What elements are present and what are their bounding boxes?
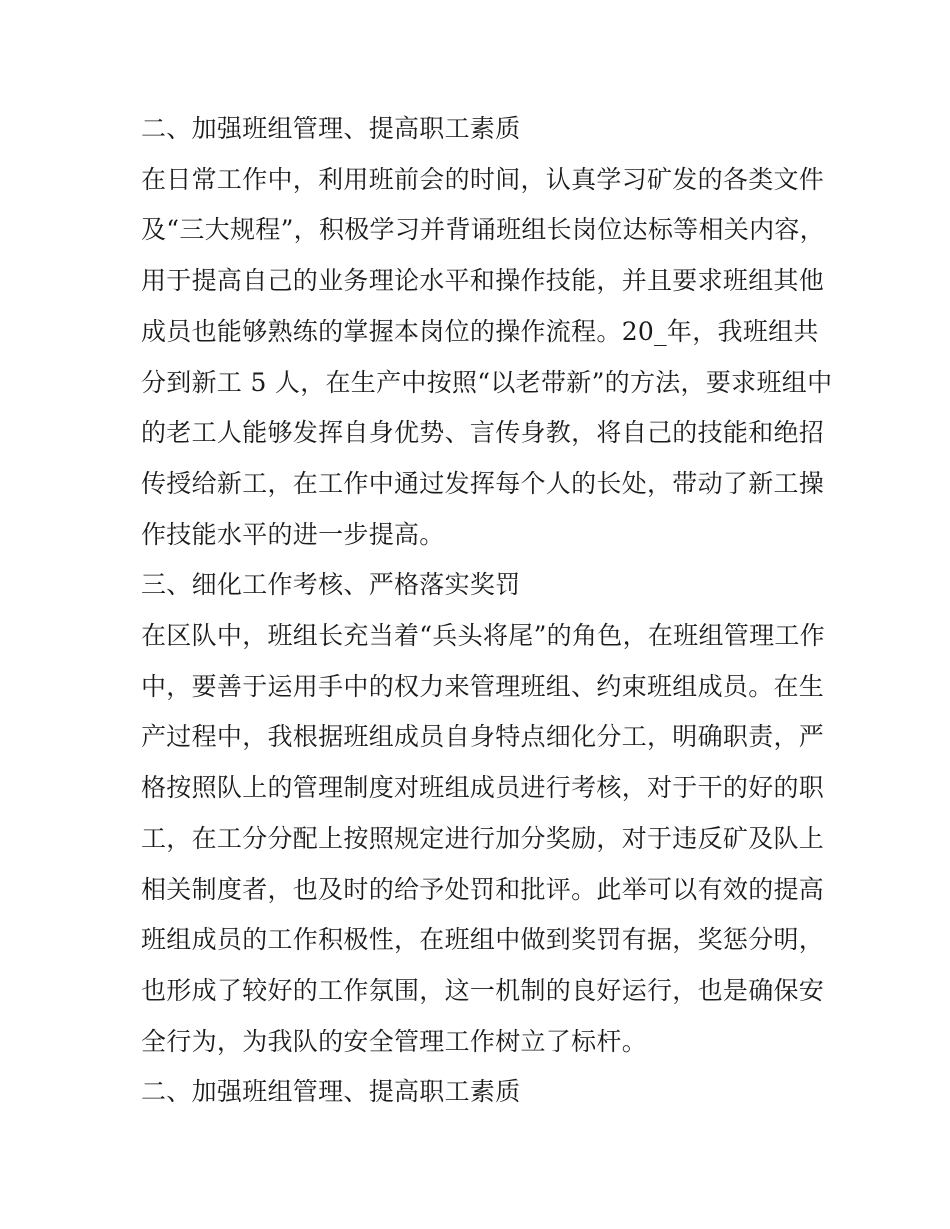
paragraph-line: 相关制度者，也及时的给予处罚和批评。此举可以有效的提高 [141,874,825,904]
paragraph-line: 的老工人能够发挥自身优势、言传身教，将自己的技能和绝招 [141,418,825,448]
paragraph-line: 格按照队上的管理制度对班组成员进行考核，对于干的好的职 [141,773,825,803]
paragraph-line: 成员也能够熟练的掌握本岗位的操作流程。20_年，我班组共 [141,316,819,346]
section-heading: 二、加强班组管理、提高职工素质 [141,1077,521,1107]
paragraph-line: 用于提高自己的业务理论水平和操作技能，并且要求班组其他 [141,266,825,296]
paragraph-line: 班组成员的工作积极性，在班组中做到奖罚有据，奖惩分明， [141,925,825,955]
paragraph-line: 也形成了较好的工作氛围，这一机制的良好运行，也是确保安 [141,975,825,1005]
paragraph-line: 在区队中，班组长充当着“兵头将尾”的角色，在班组管理工作 [141,621,825,651]
paragraph-line: 全行为，为我队的安全管理工作树立了标杆。 [141,1026,648,1056]
paragraph-line: 在日常工作中，利用班前会的时间，认真学习矿发的各类文件 [141,164,825,194]
paragraph-line: 及“三大规程”，积极学习并背诵班组长岗位达标等相关内容， [141,215,825,245]
document-body [141,104,833,1118]
paragraph-line: 作技能水平的进一步提高。 [141,519,445,549]
paragraph-line: 传授给新工，在工作中通过发挥每个人的长处，带动了新工操 [141,468,825,498]
paragraph-line: 中，要善于运用手中的权力来管理班组、约束班组成员。在生 [141,671,825,701]
section-heading: 三、细化工作考核、严格落实奖罚 [141,570,521,600]
paragraph-line: 分到新工 5 人，在生产中按照“以老带新”的方法，要求班组中 [141,367,833,397]
paragraph-line: 工，在工分分配上按照规定进行加分奖励，对于违反矿及队上 [141,823,825,853]
paragraph-line: 产过程中，我根据班组成员自身特点细化分工，明确职责，严 [141,722,825,752]
section-heading: 二、加强班组管理、提高职工素质 [141,114,521,143]
